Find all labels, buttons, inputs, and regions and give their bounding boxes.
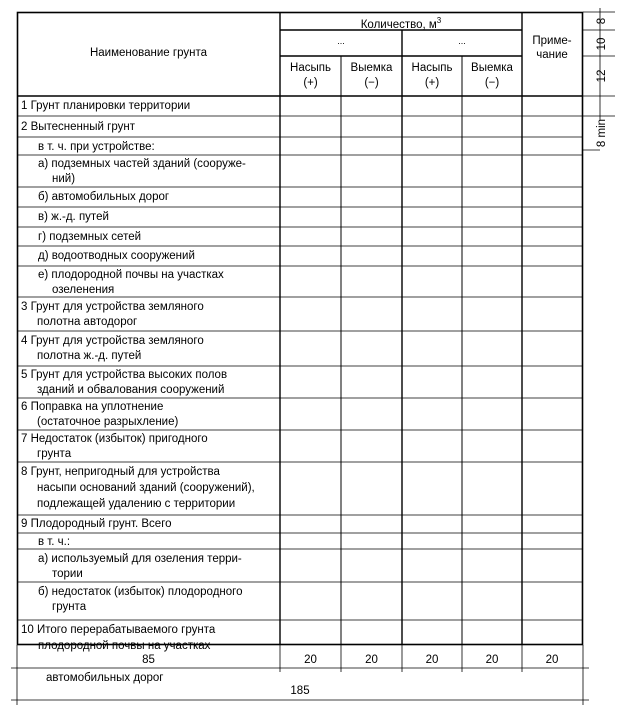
dim-col-3: 20 xyxy=(425,654,439,666)
row-2g: г) подземных сетей xyxy=(38,231,142,243)
row-7-line1: 7 Недостаток (избыток) пригодного xyxy=(21,433,208,445)
row-1: 1 Грунт планировки территории xyxy=(21,100,191,112)
cut-sign-2: (−) xyxy=(484,77,500,89)
row-2a-line2: ний) xyxy=(52,173,76,185)
fill-header-1: Насыпь xyxy=(290,62,331,74)
quantity-unit-sup: 3 xyxy=(436,16,442,25)
dim-name-col: 85 xyxy=(142,654,155,666)
row-10: 10 Итого перерабатываемого грунта xyxy=(21,624,216,636)
fill-header-2: Насыпь xyxy=(411,62,453,74)
row-2: 2 Вытесненный грунт xyxy=(21,121,135,133)
group-left-dots: ... xyxy=(337,36,345,46)
row-3-line2: полотна автодорог xyxy=(37,316,138,328)
dim-col-note: 20 xyxy=(545,654,559,666)
row-5-line1: 5 Грунт для устройства высоких полов xyxy=(21,369,228,381)
note-header-1: Приме- xyxy=(532,35,572,47)
row-6-line1: 6 Поправка на уплотнение xyxy=(21,401,164,413)
row-9a-line1: а) используемый для озеления терри- xyxy=(38,553,242,565)
row-4-line1: 4 Грунт для устройства земляного xyxy=(21,335,204,347)
row-4-line2: полотна ж.-д. путей xyxy=(37,350,142,362)
dim-row-header-3: 12 xyxy=(596,69,608,83)
row-6-line2: (остаточное разрыхление) xyxy=(37,416,179,428)
row-8-line1: 8 Грунт, непригодный для устройства xyxy=(21,466,220,478)
note-header-2: чание xyxy=(536,49,568,61)
row-2a-line1: а) подземных частей зданий (сооруже- xyxy=(38,158,246,170)
row-2-sub: в т. ч. при устройстве: xyxy=(38,141,155,153)
row-5-line2: зданий и обвалования сооружений xyxy=(37,384,225,396)
dim-col-4: 20 xyxy=(485,654,499,666)
row-8-line2: насыпи оснований зданий (сооружений), xyxy=(37,482,255,494)
quantity-label: Количество, м xyxy=(360,18,437,31)
row-9b-line2: грунта xyxy=(52,601,87,613)
dim-col-1: 20 xyxy=(304,654,317,666)
row-2e-line2: озеленения xyxy=(52,284,115,296)
cut-header-2: Выемка xyxy=(471,62,513,74)
dim-row-header-1: 8 xyxy=(596,17,608,25)
row-2b: б) автомобильных дорог xyxy=(38,191,170,203)
cut-sign-1: (−) xyxy=(364,77,379,89)
overlay-text-1: плодородной почвы на участках xyxy=(38,640,211,652)
row-2v: в) ж.-д. путей xyxy=(38,211,109,223)
row-3-line1: 3 Грунт для устройства земляного xyxy=(21,301,204,313)
group-right-dots: ... xyxy=(458,36,466,46)
row-9: 9 Плодородный грунт. Всего xyxy=(21,518,172,530)
row-9b-line1: б) недостаток (избыток) плодородного xyxy=(38,586,243,598)
dim-row-min: 8 min xyxy=(596,118,608,148)
dim-col-2: 20 xyxy=(365,654,378,666)
row-7-line2: грунта xyxy=(37,448,72,460)
name-column-header: Наименование грунта xyxy=(89,47,207,59)
row-9-sub: в т. ч.: xyxy=(38,536,71,548)
cut-header-1: Выемка xyxy=(350,62,393,74)
dim-row-header-2: 10 xyxy=(596,37,608,51)
row-8-line3: подлежащей удалению с территории xyxy=(37,498,236,510)
row-2d: д) водоотводных сооружений xyxy=(38,250,195,262)
quantity-header xyxy=(280,14,522,32)
fill-sign-2: (+) xyxy=(424,77,440,89)
dim-total: 185 xyxy=(290,685,310,697)
row-9a-line2: тории xyxy=(52,568,83,580)
row-2e-line1: е) плодородной почвы на участках xyxy=(38,269,224,281)
fill-sign-1: (+) xyxy=(303,77,318,89)
overlay-text-2: автомобильных дорог xyxy=(46,672,164,684)
